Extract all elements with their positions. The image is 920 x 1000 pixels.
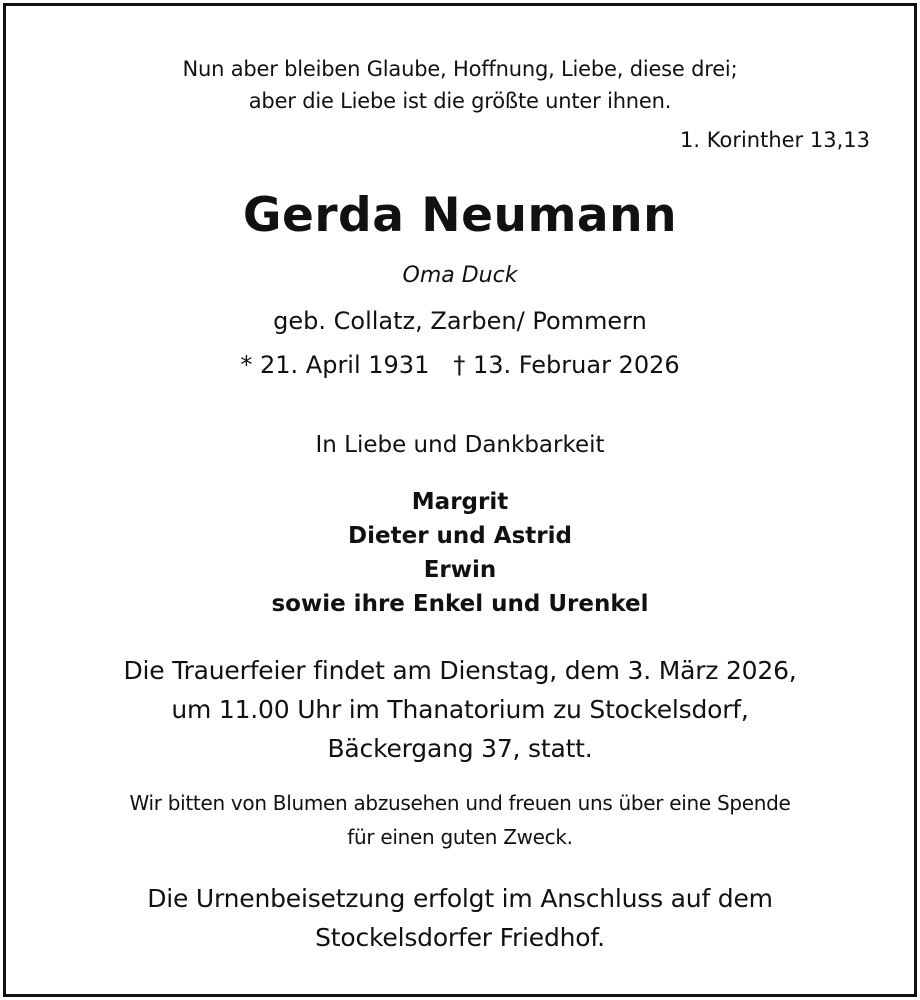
service-line-1: Die Trauerfeier findet am Dienstag, dem 3. März 2026,	[123, 656, 797, 685]
life-dates	[0, 351, 920, 379]
service-line-2: um 11.00 Uhr im Thanatorium zu Stockelsdorf,	[171, 695, 749, 724]
bible-verse-reference: 1. Korinther 13,13	[680, 128, 870, 152]
mourner-name: Margrit	[411, 489, 509, 515]
donation-line-2: für einen guten Zweck.	[347, 825, 573, 849]
bible-verse-line-2: aber die Liebe ist die größte unter ihnen.	[248, 89, 672, 113]
birth-origin: geb. Collatz, Zarben/ Pommern	[273, 307, 647, 335]
deceased-name: Gerda Neumann	[242, 188, 678, 243]
death-date: † 13. Februar 2026	[453, 351, 680, 379]
mourner-name: Dieter und Astrid	[348, 523, 572, 549]
deceased-nickname: Oma Duck	[402, 263, 518, 288]
mourner-name: Erwin	[423, 557, 497, 583]
bible-verse-line-1: Nun aber bleiben Glaube, Hoffnung, Liebe, diese drei;	[182, 57, 738, 81]
burial-line-2: Stockelsdorfer Friedhof.	[315, 923, 605, 952]
burial-line-1: Die Urnenbeisetzung erfolgt im Anschluss auf dem	[147, 884, 773, 913]
donation-line-1: Wir bitten von Blumen abzusehen und freuen uns über eine Spende	[129, 791, 791, 815]
mourner-name: sowie ihre Enkel und Urenkel	[271, 591, 649, 617]
birth-date: * 21. April 1931	[240, 351, 430, 379]
service-line-3: Bäckergang 37, statt.	[327, 734, 593, 763]
mourners-intro: In Liebe und Dankbarkeit	[315, 432, 605, 458]
